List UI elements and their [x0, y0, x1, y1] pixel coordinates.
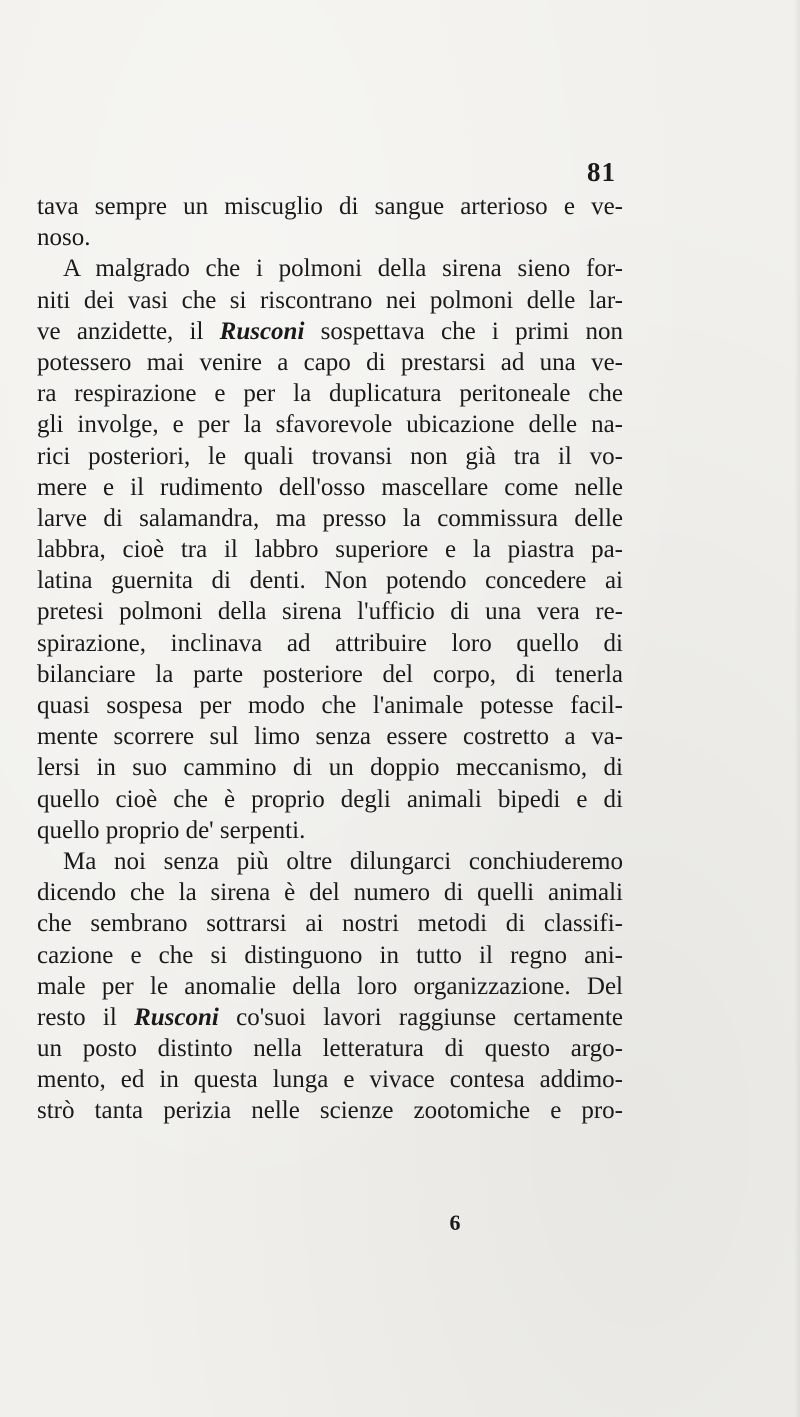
text-line [37, 565, 623, 596]
text-line [37, 1095, 623, 1126]
text-span: latina guernita di denti. Non potendo concedere ai [37, 567, 623, 595]
text-line [37, 721, 623, 752]
text-line [37, 971, 623, 1002]
text-span: co'suoi lavori raggiunse certamente [218, 1003, 623, 1031]
text-span: mente scorrere sul limo senza essere costretto a va- [37, 723, 623, 751]
text-line [37, 378, 623, 409]
text-span: strò tanta perizia nelle scienze zootomiche e pro- [37, 1097, 623, 1125]
text-line [37, 940, 623, 971]
text-line [37, 628, 623, 659]
text-line [37, 347, 623, 378]
text-span: tava sempre un miscuglio di sangue arterioso e ve- [37, 193, 623, 220]
text-line [37, 222, 623, 253]
page-edge-shadow [794, 0, 800, 1417]
text-span: bilanciare la parte posteriore del corpo, di tenerla [37, 660, 623, 688]
text-line [37, 253, 623, 284]
text-line [37, 877, 623, 908]
text-line [37, 752, 623, 783]
text-span: larve di salamandra, ma presso la commissura delle [37, 504, 623, 532]
text-line [37, 1002, 623, 1033]
text-line [37, 846, 623, 877]
text-span: A malgrado che i polmoni della sirena sieno for- [63, 255, 623, 283]
text-span: sospettava che i primi non [304, 317, 623, 345]
text-span: ra respirazione e per la duplicatura peritoneale che [37, 380, 623, 408]
text-span: quasi sospesa per modo che l'animale potesse facil- [37, 692, 623, 719]
text-span: dicendo che la sirena è del numero di quelli animali [37, 879, 623, 907]
text-span: quello cioè che è proprio degli animali bipedi e di [37, 785, 623, 813]
page-number: 81 [587, 157, 616, 187]
text-span: Ma noi senza più oltre dilungarci conchiuderemo [63, 847, 623, 875]
text-line [37, 409, 623, 440]
text-span: noso. [37, 224, 91, 252]
text-span: un posto distinto nella letteratura di questo argo- [37, 1035, 623, 1063]
text-line [37, 285, 623, 316]
text-span: cazione e che si distinguono in tutto il regno ani- [37, 941, 623, 969]
text-line [37, 191, 623, 222]
text-span: labbra, cioè tra il labbro superiore e la piastra pa- [37, 536, 623, 564]
text-line [37, 472, 623, 503]
text-span: quello proprio de' serpenti. [37, 816, 306, 844]
text-line [37, 784, 623, 815]
text-line [37, 690, 623, 721]
text-span: niti dei vasi che si riscontrano nei polmoni delle lar- [37, 286, 623, 314]
text-line [37, 534, 623, 565]
text-span: ve anzidette, il [37, 317, 220, 345]
text-span: rici posteriori, le quali trovansi non già tra il vo- [37, 442, 623, 470]
text-line [37, 316, 623, 347]
author-name: Rusconi [219, 317, 305, 345]
text-span: gli involge, e per la sfavorevole ubicazione delle na- [37, 411, 623, 439]
text-line [37, 596, 623, 627]
text-span: lersi in suo cammino di un doppio meccanismo, di [37, 754, 623, 782]
text-span: spirazione, inclinava ad attribuire loro quello di [37, 629, 623, 657]
text-line [37, 659, 623, 690]
text-line [37, 441, 623, 472]
text-line [37, 1033, 623, 1064]
text-line [37, 815, 623, 846]
author-name: Rusconi [134, 1003, 219, 1031]
text-span: resto il [37, 1003, 135, 1031]
text-span: che sembrano sottrarsi ai nostri metodi di classifi- [37, 910, 623, 938]
signature-mark: 6 [449, 1210, 461, 1235]
text-span: mere e il rudimento dell'osso mascellare come nelle [37, 473, 623, 501]
text-line [37, 908, 623, 939]
text-span: potessero mai venire a capo di prestarsi ad una ve- [37, 348, 623, 376]
text-span: male per le anomalie della loro organizzazione. Del [37, 972, 623, 1000]
text-span: pretesi polmoni della sirena l'ufficio di una vera re- [37, 598, 623, 626]
text-span: mento, ed in questa lunga e vivace contesa addimo- [37, 1066, 623, 1094]
body-text [37, 191, 623, 1127]
text-line [37, 1064, 623, 1095]
text-line [37, 503, 623, 534]
